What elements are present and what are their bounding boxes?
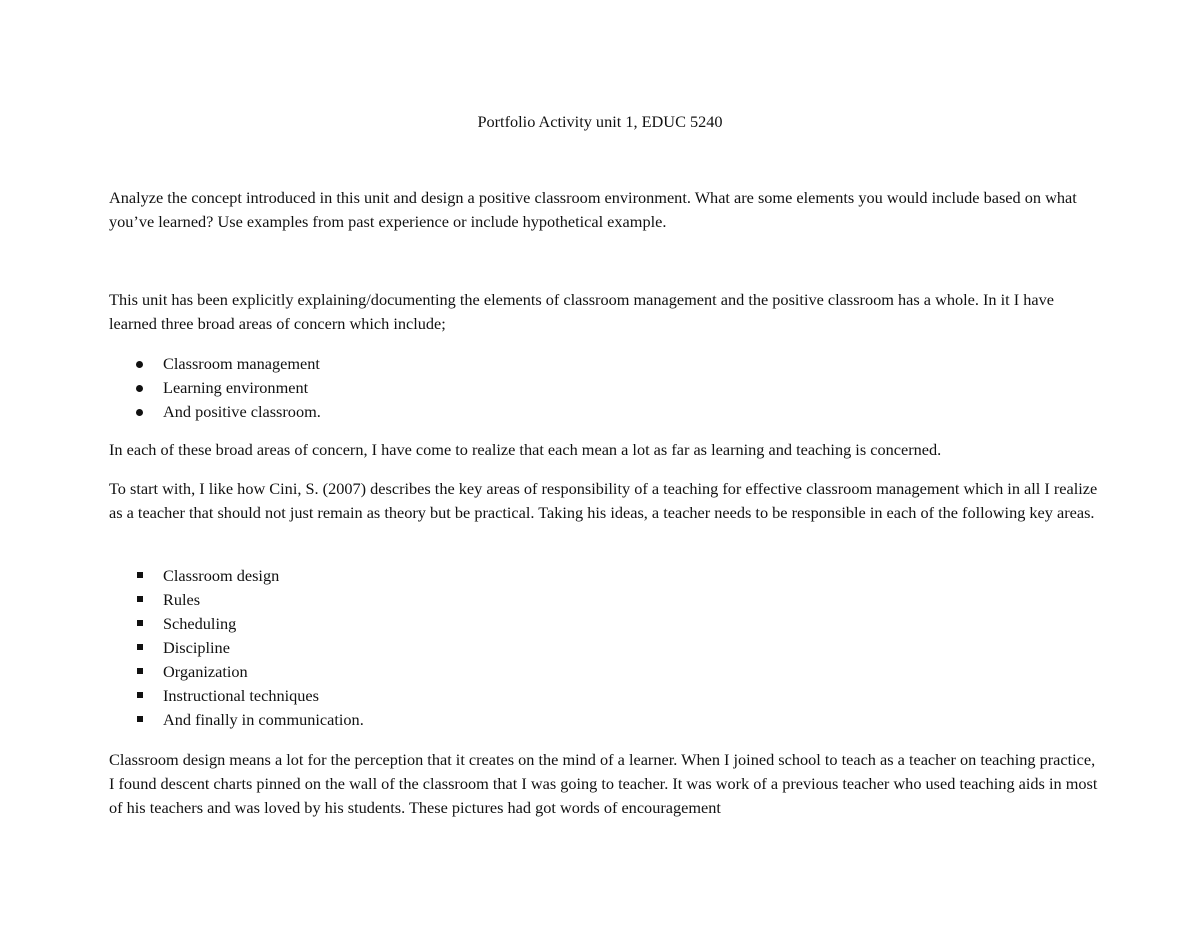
concern-paragraph: In each of these broad areas of concern, I have come to realize that each mean a lot as far as learning and teaching is concerned. (109, 440, 942, 459)
list-item: Organization (0, 660, 1200, 684)
list-item: Discipline (0, 636, 1200, 660)
square-bullet-icon (137, 596, 143, 602)
cini-paragraph: To start with, I like how Cini, S. (2007) describes the key areas of responsibility of a teaching for effective classroom management which in all I realize as a teacher that should not just remain as theory but be practical. Taking his ideas, a teacher needs to be responsible in each of the following key areas. (109, 479, 1098, 522)
list-item: And positive classroom. (0, 400, 1200, 424)
assignment-prompt: Analyze the concept introduced in this unit and design a positive classroom environment. What are some elements you would include based on what you’ve learned? Use examples from past experience or include hypothetical example. (109, 188, 1077, 231)
square-bullet-icon (137, 572, 143, 578)
square-bullet-icon (137, 668, 143, 674)
list-item: Learning environment (0, 376, 1200, 400)
square-bullet-icon (137, 620, 143, 626)
key-areas-list (0, 564, 1200, 732)
list-item: Scheduling (0, 612, 1200, 636)
list-item: Instructional techniques (0, 684, 1200, 708)
intro-paragraph: This unit has been explicitly explaining/documenting the elements of classroom management and the positive classroom has a whole. In it I have learned three broad areas of concern which include; (109, 290, 1054, 333)
classroom-design-paragraph: Classroom design means a lot for the perception that it creates on the mind of a learner. When I joined school to teach as a teacher on teaching practice, I found descent charts pinned on the wall of the classroom that I was going to teacher. It was work of a previous teacher who used teaching aids in most of his teachers and was loved by his students. These pictures had got words of encouragement (109, 750, 1098, 817)
list-item: Classroom management (0, 352, 1200, 376)
bullet-icon (136, 409, 143, 416)
square-bullet-icon (137, 692, 143, 698)
list-item: And finally in communication. (0, 708, 1200, 732)
square-bullet-icon (137, 716, 143, 722)
square-bullet-icon (137, 644, 143, 650)
list-item: Classroom design (0, 564, 1200, 588)
list-item: Rules (0, 588, 1200, 612)
broad-areas-list (0, 352, 1200, 424)
document-title: Portfolio Activity unit 1, EDUC 5240 (477, 112, 723, 131)
bullet-icon (136, 385, 143, 392)
bullet-icon (136, 361, 143, 368)
